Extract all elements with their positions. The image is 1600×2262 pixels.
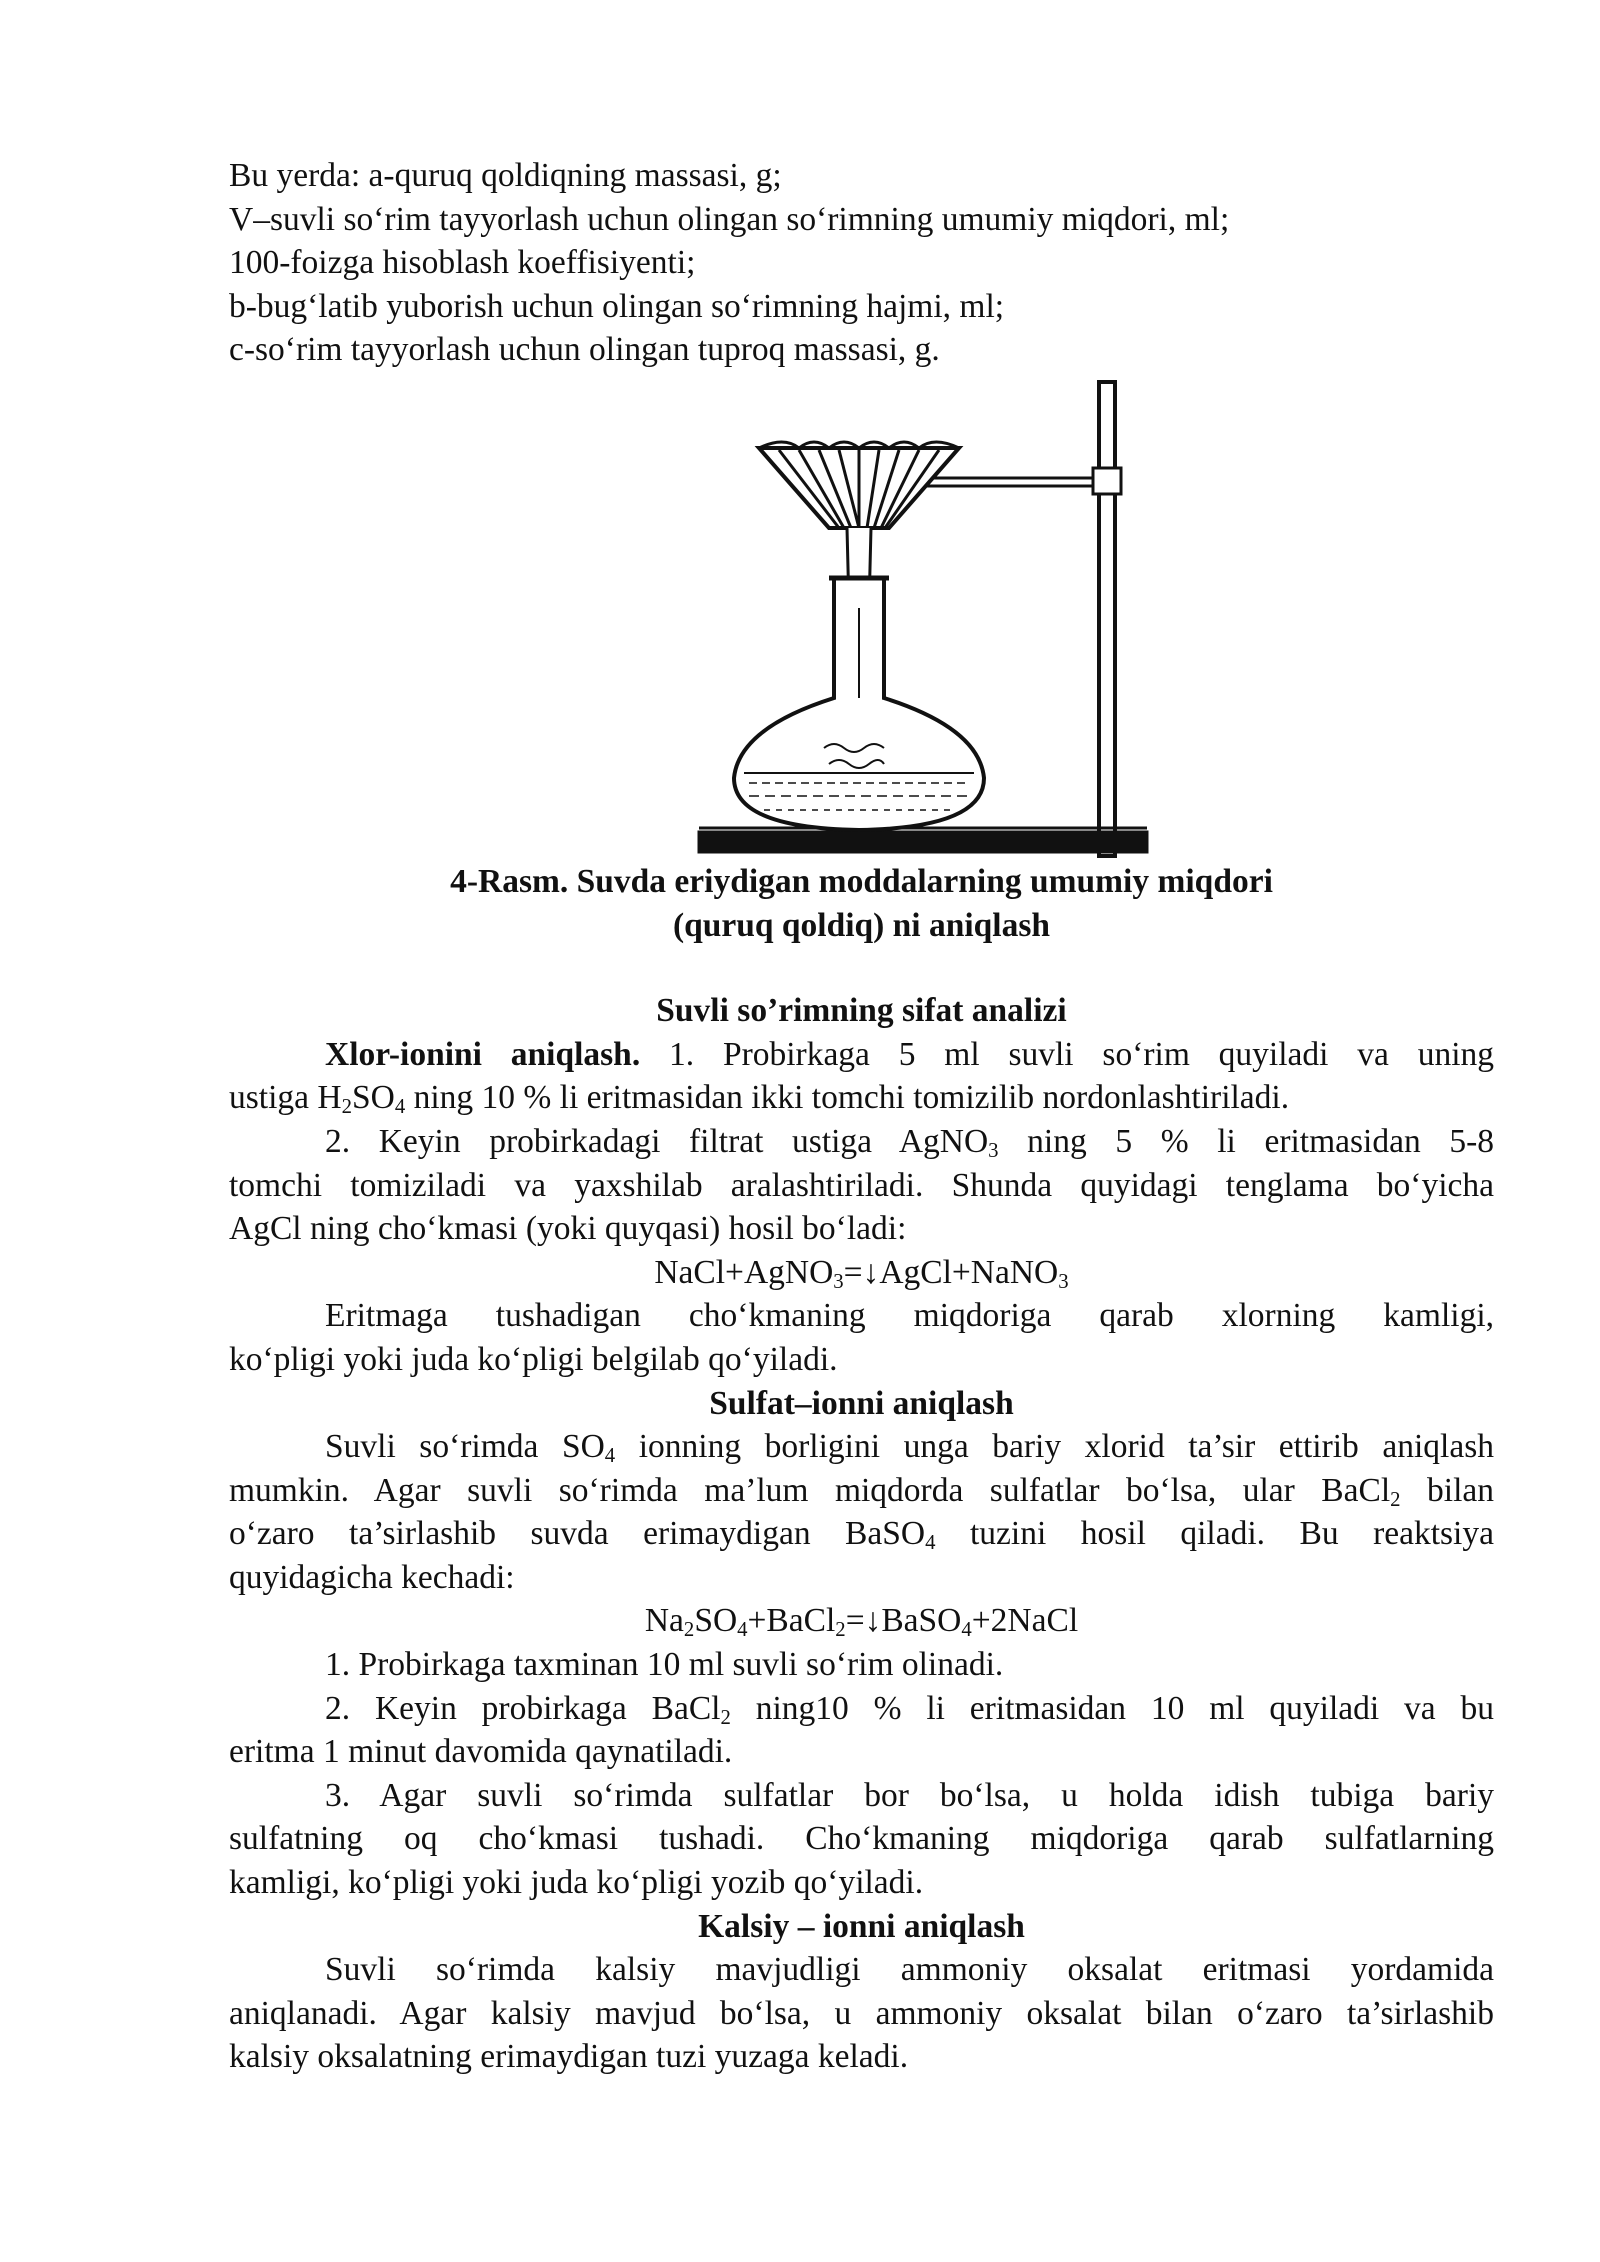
definition-line: b-bug‘latib yuborish uchun olingan so‘rimning hajmi, ml; [229,287,1005,325]
paragraph-line: kamligi, ko‘pligi yoki juda ko‘pligi yozib qo‘yiladi. [229,1864,924,1902]
subscript: 2 [835,1618,846,1642]
paragraph-line [229,1033,1494,1077]
text-run: tuzini hosil qiladi. Bu reaktsiya [935,1515,1494,1553]
text-run: SO [694,1602,738,1640]
definition-line: Bu yerda: a-quruq qoldiqning massasi, g; [229,157,782,194]
paragraph-line [229,1425,1494,1469]
paragraph-line: sulfatning oq cho‘kmasi tushadi. Cho‘kmaning miqdoriga qarab sulfatlarning [229,1820,1494,1858]
text-run: ning 5 % li eritmasidan 5-8 [998,1122,1494,1160]
paragraph-line: 1. Probirkaga taxminan 10 ml suvli so‘rim olinadi. [325,1646,1004,1684]
text-run: =↓AgCl+NaNO [843,1253,1059,1291]
subscript: 4 [394,1095,406,1119]
filtration-apparatus-figure [229,378,1494,858]
subscript: 3 [1058,1269,1069,1293]
text-run: 2. Keyin probirkaga BaCl [325,1689,721,1727]
paragraph-line: Eritmaga tushadigan cho‘kmaning miqdoriga qarab xlorning kamligi, [325,1297,1494,1335]
subscript: 4 [961,1618,972,1642]
subscript: 2 [683,1618,695,1642]
subscript: 4 [925,1531,936,1555]
paragraph-line: kalsiy oksalatning erimaydigan tuzi yuzaga keladi. [229,2038,909,2076]
subscript: 2 [720,1705,731,1729]
chemical-equation [229,1251,1494,1295]
figure-caption [229,860,1494,947]
paragraph-line [229,1512,1494,1556]
text-run: Na [644,1602,684,1640]
subscript: 2 [1390,1487,1401,1511]
filtration-apparatus-icon [689,378,1169,858]
subscript: 3 [988,1139,999,1163]
paragraph-line: tomchi tomiziladi va yaxshilab aralashtiriladi. Shunda quyidagi tenglama bo‘yicha [229,1166,1494,1204]
text-run: ionning borligini unga bariy xlorid ta’sir ettirib aniqlash [615,1428,1494,1466]
text-run: 1. Probirkaga 5 ml suvli so‘rim quyiladi va uning [640,1035,1495,1073]
caption-line: 4-Rasm. Suvda eriydigan moddalarning umumiy miqdori [450,862,1273,900]
paragraph-line: Suvli so‘rimda kalsiy mavjudligi ammoniy oksalat eritmasi yordamida [325,1951,1494,1989]
spacer [229,947,1494,989]
text-run: ustiga H [229,1079,342,1117]
document-page [229,154,1494,2079]
paragraph-line [229,1469,1494,1513]
definitions-list [229,154,1494,372]
paragraph-line [229,1687,1494,1731]
definition-line: 100-foizga hisoblash koeffisiyenti; [229,244,696,282]
subscript: 4 [737,1618,748,1642]
text-run: =↓BaSO [845,1602,962,1640]
text-run: +2NaCl [971,1602,1079,1640]
paragraph-line: aniqlanadi. Agar kalsiy mavjud bo‘lsa, u ammoniy oksalat bilan o‘zaro ta’sirlashib [229,1994,1494,2032]
text-run: +BaCl [747,1602,836,1640]
paragraph-line: eritma 1 minut davomida qaynatiladi. [229,1733,733,1771]
text-run: bilan [1400,1471,1494,1509]
subscript: 3 [833,1269,844,1293]
text-run: SO [351,1079,395,1117]
definition-line: V–suvli so‘rim tayyorlash uchun olingan so‘rimning umumiy miqdori, ml; [229,200,1230,238]
text-run: NaCl+AgNO [654,1253,834,1291]
text-run: 2. Keyin probirkadagi filtrat ustiga AgNO [325,1122,989,1160]
caption-line: (quruq qoldiq) ni aniqlash [672,906,1051,944]
text-run: ning10 % li eritmasidan 10 ml quyiladi va bu [730,1689,1494,1727]
text-run: o‘zaro ta’sirlashib suvda erimaydigan BaSO [229,1515,926,1553]
subsection-heading: Xlor-ionini aniqlash. [325,1035,641,1073]
subscript: 4 [604,1444,616,1468]
chemical-equation [229,1599,1494,1643]
text-run: mumkin. Agar suvli so‘rimda ma’lum miqdorda sulfatlar bo‘lsa, ular BaCl [229,1471,1391,1509]
paragraph-line: ko‘pligi yoki juda ko‘pligi belgilab qo‘yiladi. [229,1340,838,1378]
paragraph-line: quyidagicha kechadi: [229,1558,515,1596]
paragraph-line [229,1076,1494,1120]
subscript: 2 [341,1095,352,1119]
text-run: ning 10 % li eritmasidan ikki tomchi tomizilib nordonlashtiriladi. [405,1079,1290,1117]
subsection-heading: Kalsiy – ionni aniqlash [698,1907,1025,1945]
definition-line: c-so‘rim tayyorlash uchun olingan tuproq massasi, g. [229,331,940,369]
paragraph-line: 3. Agar suvli so‘rimda sulfatlar bor bo‘lsa, u holda idish tubiga bariy [325,1776,1494,1814]
paragraph-line [229,1120,1494,1164]
subsection-heading: Sulfat–ionni aniqlash [709,1384,1014,1422]
text-run: Suvli so‘rimda SO [325,1428,605,1466]
section-title: Suvli so’rimning sifat analizi [656,992,1067,1030]
paragraph-line: AgCl ning cho‘kmasi (yoki quyqasi) hosil bo‘ladi: [229,1210,907,1248]
